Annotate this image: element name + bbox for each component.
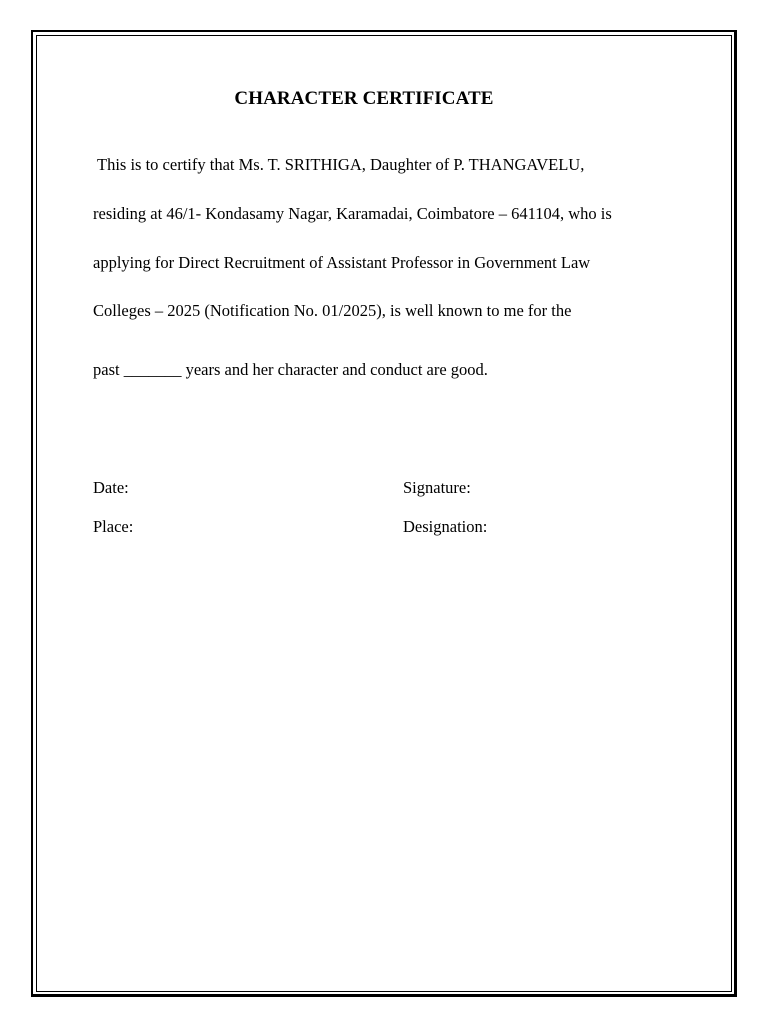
place-label: Place: [93,517,134,536]
body-line-5: past _______ years and her character and conduct are good. [93,360,488,379]
page-inner-border [36,35,732,992]
signature-label: Signature: [403,478,471,497]
body-line-3: applying for Direct Recruitment of Assistant Professor in Government Law [93,253,591,272]
body-line-2: residing at 46/1- Kondasamy Nagar, Karamadai, Coimbatore – 641104, who is [93,204,612,223]
certificate-title: CHARACTER CERTIFICATE [234,88,494,109]
date-label: Date: [93,478,129,497]
designation-label: Designation: [403,517,488,536]
body-line-1: This is to certify that Ms. T. SRITHIGA, Daughter of P. THANGAVELU, [97,155,585,174]
body-line-4: Colleges – 2025 (Notification No. 01/2025), is well known to me for the [93,301,572,320]
